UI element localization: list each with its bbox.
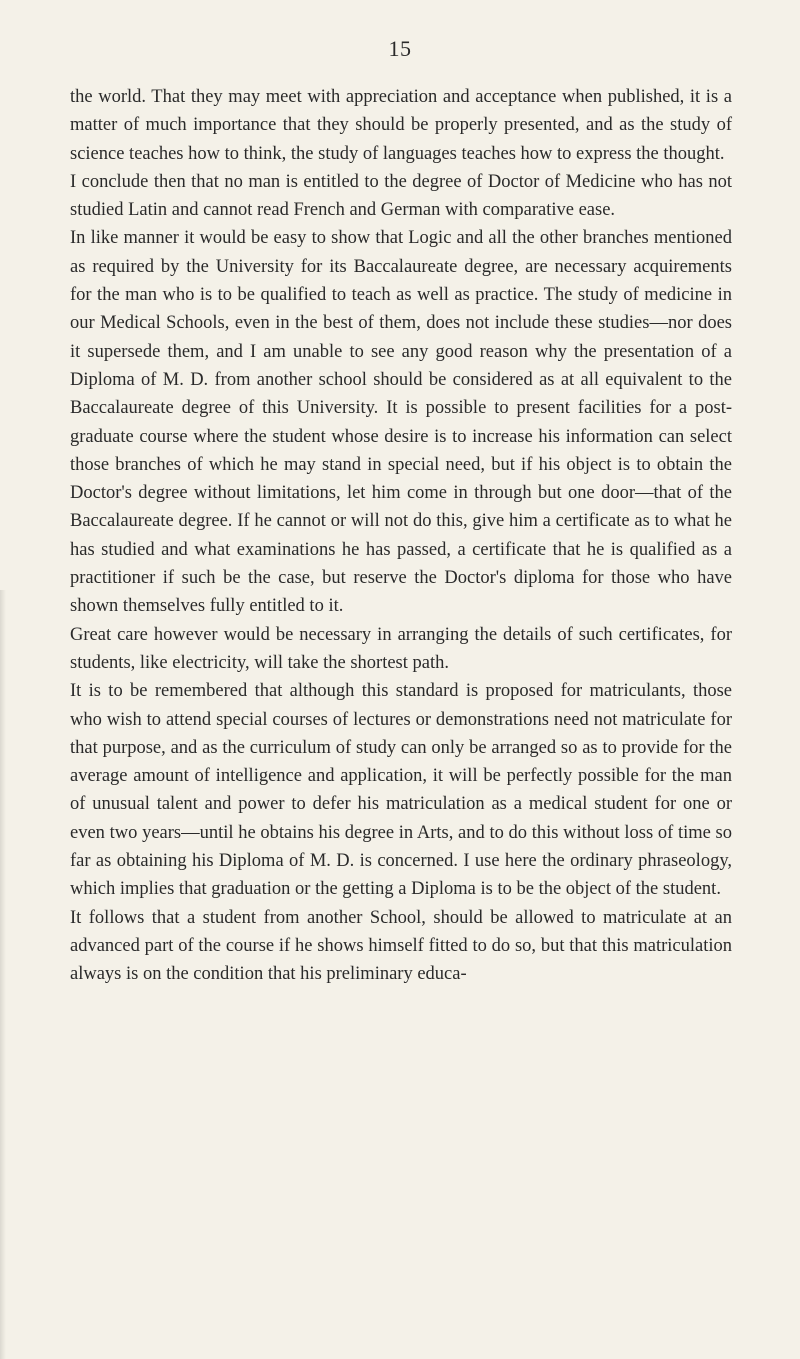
paragraph-1: the world. That they may meet with appreciation and acceptance when published, it is a matter of much importance that they should be properly presented, and as the study of science teaches how to think, the study of languages teaches how to express the thought. (70, 87, 732, 164)
paragraph-4: Great care however would be necessary in arranging the details of such certificates, for students, like electricity, will take the shortest path. (70, 624, 732, 673)
paragraph-6: It follows that a student from another School, should be allowed to matriculate at an advanced part of the course if he shows himself fitted to do so, but that this matriculation always is on the condition that his preliminary educa- (70, 907, 732, 985)
paragraph-2: I conclude then that no man is entitled to the degree of Doctor of Medicine who has not studied Latin and cannot read French and German with comparative ease. (70, 171, 732, 221)
page-edge-shadow (0, 590, 6, 1359)
page-number: 15 (388, 36, 412, 61)
paragraph-3: In like manner it would be easy to show that Logic and all the other branches mentioned as required by the University for its Baccalaureate degree, are necessary acquirements for the man who is to be qualified to teach as well as practice. The study of medicine in our Medical Schools, even in the best of them, does not include these studies—nor does it supersede them, and I am unable to see any good reason why the presentation of a Diploma of M. D. from another school should be considered as at all equivalent to the Baccalaureate degree of this University. It is possible to present facilities for a post-graduate course where the student whose desire is to increase his information can select those branches of which he may stand in special need, but if his object is to obtain the Doctor's degree without limitations, let him come in through but one door—that of the Baccalaureate degree. If he cannot or will not do this, give him a certificate as to what he has studied and what examinations he has passed, a certificate that he is qualified as a practitioner if such be the case, but reserve the Doctor's diploma for those who have shown themselves fully entitled to it. (70, 228, 732, 617)
body-text (70, 83, 732, 989)
paragraph-5: It is to be remembered that although this standard is proposed for matriculants, those who wish to attend special courses of lectures or demonstrations need not matriculate for that purpose, and as the curriculum of study can only be arranged so as to provide for the average amount of intelligence and application, it will be perfectly possible for the man of unusual talent and power to defer his matriculation as a medical student for one or even two years—until he obtains his degree in Arts, and to do this without loss of time so far as obtaining his Diploma of M. D. is concerned. I use here the ordinary phraseology, which implies that graduation or the getting a Diploma is to be the object of the student. (70, 681, 732, 900)
